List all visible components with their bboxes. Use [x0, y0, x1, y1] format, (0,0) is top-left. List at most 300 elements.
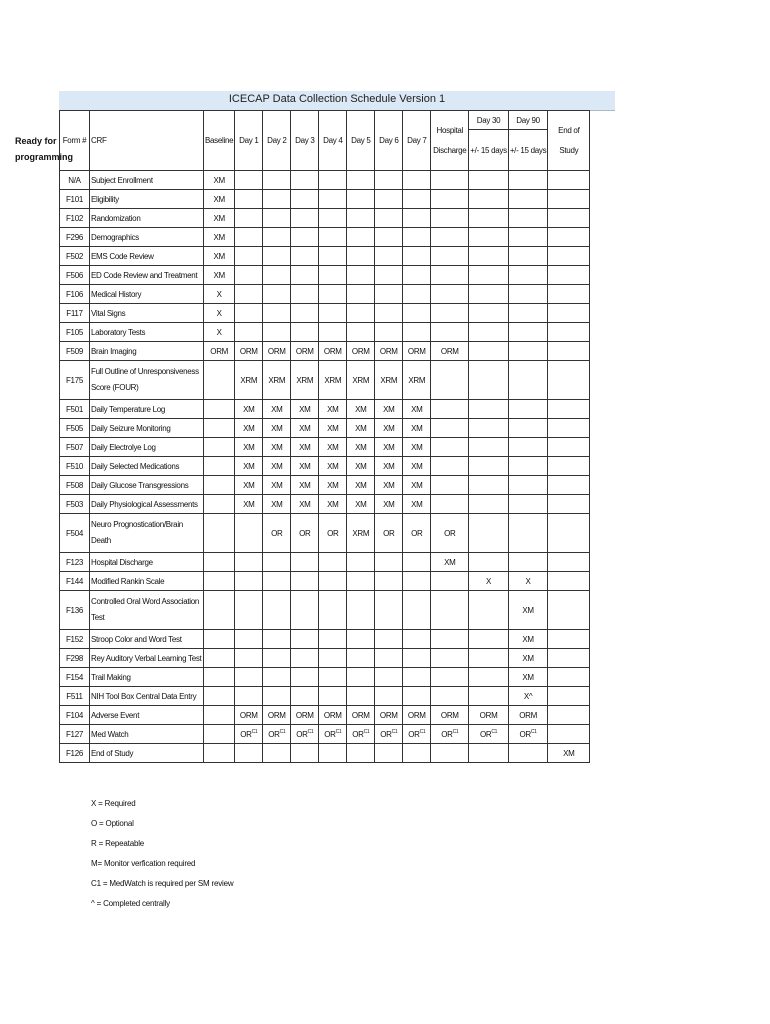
title-bar — [59, 91, 615, 111]
schedule-cell — [263, 171, 291, 190]
schedule-cell: XM — [263, 400, 291, 419]
table-row — [60, 457, 590, 476]
schedule-cell: XM — [375, 400, 403, 419]
schedule-cell — [431, 247, 469, 266]
schedule-cell — [263, 553, 291, 572]
schedule-cell — [403, 591, 431, 630]
schedule-cell: XRM — [291, 361, 319, 400]
table-row — [60, 209, 590, 228]
schedule-cell — [291, 323, 319, 342]
schedule-cell — [375, 247, 403, 266]
schedule-cell — [347, 630, 375, 649]
schedule-cell — [431, 668, 469, 687]
schedule-cell — [508, 247, 548, 266]
schedule-cell — [263, 630, 291, 649]
schedule-cell: X — [204, 285, 235, 304]
schedule-cell: XM — [204, 209, 235, 228]
schedule-cell: ORM — [263, 342, 291, 361]
cell-code: OR — [408, 729, 420, 739]
schedule-cell — [375, 304, 403, 323]
schedule-cell: XM — [235, 495, 263, 514]
header-eos-line1: End of — [558, 125, 580, 135]
schedule-cell: XRM — [319, 361, 347, 400]
schedule-cell — [347, 744, 375, 763]
schedule-cell — [469, 668, 509, 687]
header-day-3: Day 3 — [291, 111, 319, 171]
crf-name-cell: End of Study — [90, 744, 204, 763]
schedule-cell: XM — [204, 190, 235, 209]
schedule-cell — [347, 304, 375, 323]
table-row — [60, 228, 590, 247]
schedule-cell — [548, 668, 590, 687]
schedule-cell — [403, 687, 431, 706]
schedule-cell — [375, 744, 403, 763]
schedule-cell — [548, 323, 590, 342]
legend-item: ^ = Completed centrally — [91, 899, 170, 908]
crf-name-cell: Laboratory Tests — [90, 323, 204, 342]
schedule-cell: ORM — [347, 706, 375, 725]
table-row — [60, 514, 590, 553]
schedule-cell — [548, 572, 590, 591]
form-number-cell: F503 — [60, 495, 90, 514]
crf-name-cell: Randomization — [90, 209, 204, 228]
header-hospital-line1: Hospital — [436, 125, 464, 135]
schedule-cell — [291, 171, 319, 190]
schedule-cell — [263, 725, 291, 744]
schedule-cell — [347, 247, 375, 266]
schedule-cell: X^ — [508, 687, 548, 706]
schedule-cell: XM — [263, 495, 291, 514]
header-hospital-discharge — [431, 111, 469, 171]
cell-code: OR — [324, 729, 336, 739]
form-number-cell: F152 — [60, 630, 90, 649]
schedule-cell — [403, 304, 431, 323]
legend-item: O = Optional — [91, 819, 134, 828]
schedule-cell — [548, 342, 590, 361]
schedule-cell — [431, 285, 469, 304]
schedule-cell: XM — [403, 438, 431, 457]
schedule-cell — [403, 171, 431, 190]
form-number-cell: F127 — [60, 725, 90, 744]
schedule-cell — [508, 323, 548, 342]
schedule-cell — [431, 266, 469, 285]
schedule-cell — [291, 572, 319, 591]
schedule-cell — [469, 266, 509, 285]
schedule-cell: ORM — [469, 706, 509, 725]
header-day-30: Day 30 — [469, 111, 509, 130]
schedule-cell — [291, 687, 319, 706]
schedule-cell: XM — [347, 419, 375, 438]
schedule-cell — [347, 687, 375, 706]
table-row — [60, 495, 590, 514]
schedule-cell — [431, 304, 469, 323]
schedule-cell — [375, 591, 403, 630]
schedule-cell: XM — [508, 649, 548, 668]
schedule-cell: XM — [319, 438, 347, 457]
header-day-90: Day 90 — [508, 111, 548, 130]
header-day-30-window: +/- 15 days — [469, 130, 509, 171]
schedule-cell — [508, 495, 548, 514]
header-day-6: Day 6 — [375, 111, 403, 171]
header-eos-line2: Study — [559, 145, 579, 155]
form-number-cell: F509 — [60, 342, 90, 361]
schedule-cell — [548, 649, 590, 668]
schedule-cell — [431, 495, 469, 514]
schedule-cell — [548, 476, 590, 495]
schedule-cell: XRM — [263, 361, 291, 400]
header-day-1: Day 1 — [235, 111, 263, 171]
schedule-cell — [431, 438, 469, 457]
schedule-cell: ORM — [263, 706, 291, 725]
schedule-cell — [291, 630, 319, 649]
schedule-cell: XRM — [375, 361, 403, 400]
table-row — [60, 361, 590, 400]
table-row — [60, 668, 590, 687]
schedule-cell — [319, 572, 347, 591]
schedule-cell — [469, 591, 509, 630]
schedule-cell — [347, 725, 375, 744]
header-crf: CRF — [90, 111, 204, 171]
schedule-cell — [375, 266, 403, 285]
schedule-cell — [469, 687, 509, 706]
schedule-cell: XM — [403, 495, 431, 514]
schedule-cell: XM — [319, 419, 347, 438]
schedule-cell — [548, 247, 590, 266]
cell-footnote: C1 — [491, 728, 498, 735]
schedule-cell — [291, 228, 319, 247]
table-row — [60, 553, 590, 572]
schedule-cell — [291, 668, 319, 687]
schedule-cell — [204, 744, 235, 763]
schedule-cell — [548, 687, 590, 706]
schedule-cell — [319, 630, 347, 649]
schedule-cell: ORM — [319, 342, 347, 361]
schedule-cell — [347, 668, 375, 687]
schedule-cell — [235, 171, 263, 190]
legend-item: X = Required — [91, 799, 136, 808]
header-form: Form # — [60, 111, 90, 171]
schedule-cell — [548, 438, 590, 457]
schedule-cell — [469, 323, 509, 342]
schedule-cell — [548, 514, 590, 553]
form-number-cell: F144 — [60, 572, 90, 591]
table-row — [60, 304, 590, 323]
table-row — [60, 266, 590, 285]
schedule-cell: ORM — [508, 706, 548, 725]
crf-name-cell: Neuro Prognostication/Brain Death — [90, 514, 204, 553]
schedule-cell — [263, 323, 291, 342]
form-number-cell: F104 — [60, 706, 90, 725]
schedule-cell: XM — [235, 457, 263, 476]
schedule-cell — [291, 209, 319, 228]
legend-item: C1 = MedWatch is required per SM review — [91, 879, 234, 888]
form-number-cell: F102 — [60, 209, 90, 228]
schedule-cell: XM — [235, 400, 263, 419]
schedule-cell: XRM — [347, 514, 375, 553]
schedule-cell — [263, 266, 291, 285]
header-baseline: Baseline — [204, 111, 235, 171]
schedule-cell — [508, 361, 548, 400]
schedule-cell: XM — [403, 419, 431, 438]
schedule-cell: XM — [375, 419, 403, 438]
schedule-cell — [204, 725, 235, 744]
schedule-cell: X — [204, 304, 235, 323]
schedule-cell: XM — [319, 476, 347, 495]
schedule-cell: XM — [319, 495, 347, 514]
schedule-cell — [263, 304, 291, 323]
schedule-cell — [508, 228, 548, 247]
schedule-cell — [548, 285, 590, 304]
schedule-cell: ORM — [431, 706, 469, 725]
schedule-cell — [403, 247, 431, 266]
schedule-cell — [548, 495, 590, 514]
schedule-cell — [235, 247, 263, 266]
schedule-cell — [431, 419, 469, 438]
crf-name-cell: Daily Selected Medications — [90, 457, 204, 476]
schedule-cell — [375, 285, 403, 304]
cell-code: OR — [240, 729, 252, 739]
schedule-cell: XRM — [403, 361, 431, 400]
schedule-cell — [291, 285, 319, 304]
schedule-cell — [204, 630, 235, 649]
form-number-cell: F502 — [60, 247, 90, 266]
page-title: ICECAP Data Collection Schedule Version 1 — [228, 93, 446, 105]
table-row — [60, 400, 590, 419]
schedule-cell: OR — [431, 514, 469, 553]
schedule-cell: XM — [403, 476, 431, 495]
schedule-cell — [319, 228, 347, 247]
schedule-cell — [469, 649, 509, 668]
schedule-cell — [469, 725, 509, 744]
form-number-cell: F175 — [60, 361, 90, 400]
schedule-cell — [204, 476, 235, 495]
schedule-cell — [319, 649, 347, 668]
schedule-cell: XM — [291, 457, 319, 476]
schedule-cell — [375, 228, 403, 247]
form-number-cell: F117 — [60, 304, 90, 323]
schedule-cell: XM — [347, 476, 375, 495]
schedule-cell — [235, 323, 263, 342]
schedule-cell — [204, 457, 235, 476]
schedule-cell: ORM — [403, 706, 431, 725]
schedule-cell: ORM — [375, 706, 403, 725]
schedule-cell — [319, 323, 347, 342]
schedule-cell: XM — [319, 400, 347, 419]
schedule-cell — [347, 572, 375, 591]
schedule-cell — [235, 553, 263, 572]
schedule-cell — [375, 323, 403, 342]
schedule-cell — [548, 228, 590, 247]
cell-footnote: C1 — [419, 728, 426, 735]
schedule-cell — [235, 744, 263, 763]
schedule-cell — [375, 190, 403, 209]
schedule-cell: XM — [403, 457, 431, 476]
schedule-cell: XM — [508, 591, 548, 630]
crf-name-cell: Brain Imaging — [90, 342, 204, 361]
form-number-cell: N/A — [60, 171, 90, 190]
form-number-cell: F507 — [60, 438, 90, 457]
crf-name-cell: Rey Auditory Verbal Learning Test — [90, 649, 204, 668]
schedule-cell: XM — [291, 438, 319, 457]
schedule-cell — [508, 304, 548, 323]
schedule-cell — [263, 591, 291, 630]
schedule-cell — [548, 304, 590, 323]
schedule-cell — [469, 514, 509, 553]
schedule-cell — [469, 457, 509, 476]
schedule-cell — [291, 247, 319, 266]
schedule-cell — [431, 400, 469, 419]
crf-name-cell: Daily Temperature Log — [90, 400, 204, 419]
crf-name-cell: Subject Enrollment — [90, 171, 204, 190]
schedule-cell — [235, 591, 263, 630]
schedule-cell — [204, 649, 235, 668]
schedule-cell: XM — [347, 495, 375, 514]
schedule-cell: XM — [291, 400, 319, 419]
schedule-cell: ORM — [347, 342, 375, 361]
crf-name-cell: Modified Rankin Scale — [90, 572, 204, 591]
header-day-4: Day 4 — [319, 111, 347, 171]
schedule-cell — [431, 457, 469, 476]
schedule-cell: XM — [375, 495, 403, 514]
schedule-cell — [204, 400, 235, 419]
schedule-cell — [431, 744, 469, 763]
crf-name-cell: Medical History — [90, 285, 204, 304]
form-number-cell: F510 — [60, 457, 90, 476]
schedule-cell — [347, 171, 375, 190]
table-row — [60, 285, 590, 304]
schedule-cell — [469, 209, 509, 228]
header-day-5: Day 5 — [347, 111, 375, 171]
cell-footnote: C1 — [307, 728, 314, 735]
schedule-cell: XM — [431, 553, 469, 572]
schedule-cell — [375, 209, 403, 228]
schedule-cell — [469, 361, 509, 400]
schedule-cell: XM — [235, 419, 263, 438]
schedule-cell — [548, 553, 590, 572]
schedule-cell — [291, 553, 319, 572]
schedule-cell — [235, 304, 263, 323]
cell-code: OR — [380, 729, 392, 739]
schedule-cell — [347, 285, 375, 304]
schedule-cell — [347, 649, 375, 668]
schedule-cell — [403, 266, 431, 285]
schedule-cell — [508, 476, 548, 495]
schedule-cell — [235, 285, 263, 304]
crf-name-cell: Demographics — [90, 228, 204, 247]
schedule-cell — [548, 706, 590, 725]
schedule-cell — [204, 495, 235, 514]
schedule-cell — [469, 247, 509, 266]
legend-item: R = Repeatable — [91, 839, 145, 848]
schedule-cell — [291, 190, 319, 209]
table-row — [60, 247, 590, 266]
schedule-cell: OR — [263, 514, 291, 553]
schedule-cell — [263, 247, 291, 266]
schedule-cell: ORM — [235, 706, 263, 725]
table-row — [60, 572, 590, 591]
form-number-cell: F123 — [60, 553, 90, 572]
schedule-cell — [469, 171, 509, 190]
cell-footnote: C1 — [279, 728, 286, 735]
schedule-cell — [403, 209, 431, 228]
form-number-cell: F296 — [60, 228, 90, 247]
schedule-cell: XM — [403, 400, 431, 419]
form-number-cell: F506 — [60, 266, 90, 285]
schedule-cell — [235, 514, 263, 553]
schedule-cell: XM — [508, 668, 548, 687]
schedule-cell — [375, 171, 403, 190]
schedule-cell: ORM — [291, 706, 319, 725]
table-row — [60, 725, 590, 744]
schedule-cell: XM — [375, 476, 403, 495]
schedule-cell — [431, 725, 469, 744]
schedule-cell — [347, 553, 375, 572]
schedule-cell — [204, 668, 235, 687]
schedule-cell — [403, 285, 431, 304]
schedule-cell — [508, 342, 548, 361]
table-row — [60, 687, 590, 706]
schedule-cell — [319, 171, 347, 190]
crf-name-cell: Med Watch — [90, 725, 204, 744]
schedule-cell — [469, 342, 509, 361]
schedule-cell — [403, 323, 431, 342]
schedule-cell — [291, 304, 319, 323]
crf-name-cell: Eligibility — [90, 190, 204, 209]
schedule-cell — [319, 190, 347, 209]
form-number-cell: F505 — [60, 419, 90, 438]
schedule-cell — [235, 649, 263, 668]
schedule-cell — [319, 209, 347, 228]
schedule-cell — [403, 190, 431, 209]
schedule-cell — [508, 457, 548, 476]
schedule-cell: OR — [403, 514, 431, 553]
header-day-90-window: +/- 15 days — [508, 130, 548, 171]
schedule-cell — [204, 706, 235, 725]
cell-code: OR — [352, 729, 364, 739]
form-number-cell: F504 — [60, 514, 90, 553]
schedule-cell — [548, 361, 590, 400]
schedule-cell — [548, 419, 590, 438]
schedule-cell — [431, 630, 469, 649]
form-number-cell: F154 — [60, 668, 90, 687]
cell-code: OR — [519, 729, 531, 739]
form-number-cell: F511 — [60, 687, 90, 706]
schedule-cell — [431, 572, 469, 591]
form-number-cell: F508 — [60, 476, 90, 495]
schedule-cell — [431, 323, 469, 342]
schedule-cell — [204, 591, 235, 630]
schedule-cell: XM — [263, 419, 291, 438]
schedule-cell — [548, 171, 590, 190]
schedule-cell — [431, 649, 469, 668]
schedule-cell — [431, 209, 469, 228]
schedule-cell: XM — [204, 171, 235, 190]
header-hospital-line2: Discharge — [433, 145, 467, 155]
schedule-cell — [235, 190, 263, 209]
schedule-cell — [548, 457, 590, 476]
schedule-cell — [319, 247, 347, 266]
schedule-cell — [403, 553, 431, 572]
schedule-cell: X — [204, 323, 235, 342]
form-number-cell: F106 — [60, 285, 90, 304]
schedule-cell: XM — [235, 438, 263, 457]
schedule-cell — [403, 572, 431, 591]
schedule-cell — [235, 630, 263, 649]
schedule-cell — [204, 419, 235, 438]
schedule-cell — [431, 228, 469, 247]
cell-footnote: C1 — [530, 728, 537, 735]
schedule-cell — [319, 744, 347, 763]
